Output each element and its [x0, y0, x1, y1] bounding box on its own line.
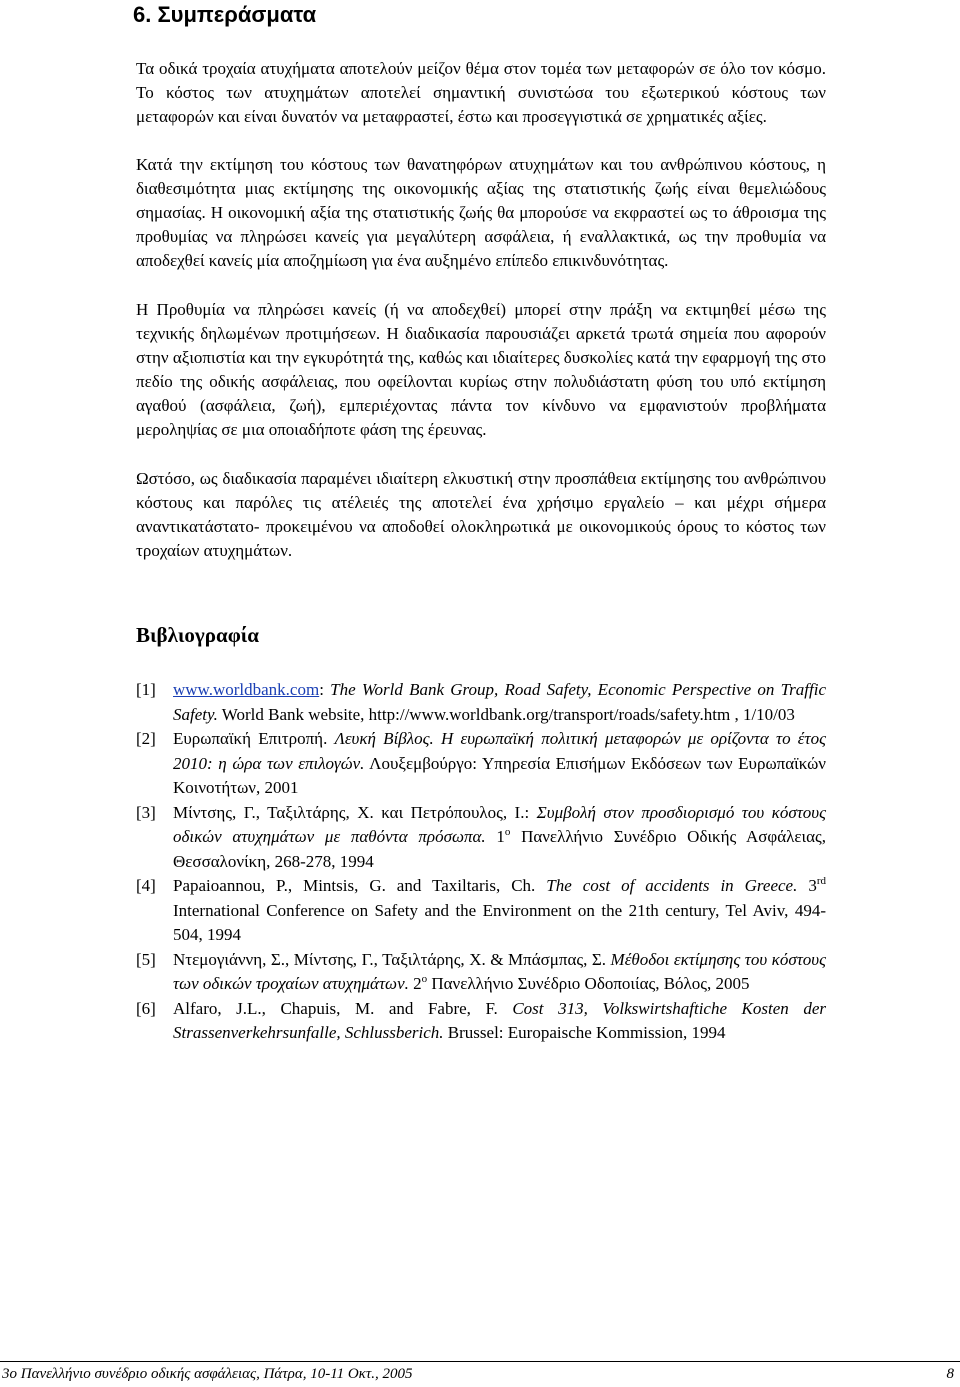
bibliography-heading: Βιβλιογραφία: [136, 623, 260, 647]
reference-authors: Μίντσης, Γ., Ταξιλτάρης, Χ. και Πετρόπουλος, Ι.:: [173, 802, 537, 822]
reference-title: Συμβολή στον προσδιορισμό του κόστους οδικών ατυχημάτων με παθόντα πρόσωπα.: [173, 802, 826, 846]
reference-authors: Ντεμογιάννη, Σ., Μίντσης, Γ., Ταξιλτάρης, Χ. & Μπάσμπας, Σ.: [173, 949, 611, 969]
worldbank-link[interactable]: www.worldbank.com: [173, 680, 320, 699]
paragraph-3: Η Προθυμία να πληρώσει κανείς (ή να αποδεχθεί) μπορεί στην πράξη να εκτιμηθεί μέσω της τεχνικής δηλωμένων προτιμήσεων. Η διαδικασία παρουσιάζει αρκετά τρωτά σημεία που αφορούν στην αξιοπιστία και την εγκυρότητά της, καθώς και ιδιαίτερες δυσκολίες κατά την εφαρμογή της στο πεδίο της οδικής ασφάλειας, που οφείλονται κυρίως στην πολυδιάστατη φύση του υπό εκτίμηση αγαθού (ασφάλεια, ζωή), εμπεριέχοντας πάντα τον κίνδυνο να εμφανιστούν προβλήματα μεροληψίας σε μια οποιαδήποτε φάση της έρευνας.: [136, 300, 826, 439]
reference-number: [6]: [136, 998, 156, 1018]
reference-details: Πανελλήνιο Συνέδριο Οδοποιίας, Βόλος, 2005: [427, 974, 750, 993]
reference-authors: Papaioannou, P., Mintsis, G. and Taxiltaris, Ch.: [173, 876, 547, 895]
reference-title: The World Bank Group, Road Safety, Economic Perspective on Traffic Safety.: [173, 680, 826, 724]
reference-ordinal: 3: [797, 876, 817, 895]
page-number: 8: [946, 1366, 954, 1382]
reference-ordinal: 2: [408, 974, 422, 993]
reference-item: [136, 997, 826, 1046]
reference-details: Brussel: Europaische Kommission, 1994: [443, 1023, 726, 1042]
reference-title: Cost 313, Volkswirtshaftiche Kosten der Strassenverkehrsunfalle, Schlussberich.: [173, 998, 826, 1042]
reference-item: [136, 948, 826, 997]
paragraph-2: Κατά την εκτίμηση του κόστους των θανατηφόρων ατυχημάτων και του ανθρώπινου κόστους, η διαθεσιμότητα μιας εκτίμησης της οικονομικής αξίας της στατιστικής ζωής είναι θεμελιώδους σημασίας. Η οικονομική αξία της στατιστικής ζωής θα μπορούσε να εκφραστεί ως το άθροισμα της προθυμίας να πληρώσει κανείς για μεγαλύτερη ασφάλεια, ή εναλλακτικά, ως την προθυμία να αποδεχθεί κανείς μία αποζημίωση για ένα αυξημένο επίπεδο επικινδυνότητας.: [136, 155, 826, 270]
reference-authors: Ευρωπαϊκή Επιτροπή.: [173, 729, 335, 748]
reference-item: [136, 727, 826, 801]
reference-title: Μέθοδοι εκτίμησης του κόστους των οδικών τροχαίων ατυχημάτων.: [173, 949, 826, 993]
reference-number: [5]: [136, 949, 156, 969]
reference-number: [4]: [136, 876, 156, 895]
paragraph-1: Τα οδικά τροχαία ατυχήματα αποτελούν μείζον θέμα στον τομέα των μεταφορών σε όλο τον κόσμο. Το κόστος των ατυχημάτων αποτελεί σημαντική συνιστώσα του εξωτερικού κόστους των μεταφορών και είναι δυνατόν να μεταφραστεί, έστω και προσεγγιστικά σε χρηματικές αξίες.: [136, 59, 826, 126]
reference-details: World Bank website, http://www.worldbank.org/transport/roads/safety.htm , 1/10/03: [217, 704, 795, 724]
reference-title: The cost of accidents in Greece.: [546, 876, 798, 895]
reference-number: [2]: [136, 729, 156, 748]
reference-list: [136, 678, 826, 1046]
paragraph-4: Ωστόσο, ως διαδικασία παραμένει ιδιαίτερη ελκυστική στην προσπάθεια εκτίμησης του ανθρώπινου κόστους και παρόλες τις ατέλειές της αποτελεί ένα χρήσιμο εργαλείο – και μέχρι σήμερα αναντικατάστατο- προκειμένου να αποδοθεί ολοκληρωτικά με οικονομικούς όρους το κόστος των τροχαίων ατυχημάτων.: [136, 469, 826, 560]
footer-conference: 3ο Πανελλήνιο συνέδριο οδικής ασφάλειας, Πάτρα, 10-11 Οκτ., 2005: [2, 1366, 413, 1382]
reference-item: [136, 874, 826, 948]
ordinal-suffix: ο: [504, 826, 511, 838]
reference-details: Πανελλήνιο Συνέδριο Οδικής Ασφάλειας, Θεσσαλονίκη, 268-278, 1994: [173, 827, 826, 871]
ordinal-suffix: ο: [421, 973, 428, 985]
reference-item: [136, 801, 826, 875]
reference-details: Λουξεμβούργο: Υπηρεσία Επισήμων Εκδόσεων των Ευρωπαϊκών Κοινοτήτων, 2001: [173, 753, 826, 797]
reference-authors: Alfaro, J.L., Chapuis, M. and Fabre, F.: [173, 998, 513, 1018]
ordinal-suffix: rd: [816, 875, 826, 887]
reference-title: Λευκή Βίβλος. Η ευρωπαϊκή πολιτική μεταφορών με ορίζοντα το έτος 2010: η ώρα των επιλογών.: [173, 729, 826, 773]
reference-number: [3]: [136, 802, 156, 822]
reference-item: [1] www.worldbank.com: The World Bank Group, Road Safety, Economic Perspective on Traffic Safety. World Bank website, http://www.worldbank.org/transport/roads/safety.htm , 1/10/03: [136, 680, 826, 724]
section-heading: 6. Συμπεράσματα: [133, 2, 317, 27]
reference-details: International Conference on Safety and the Environment on the 21th century, Tel Aviv, 494-504, 1994: [173, 900, 826, 944]
reference-number: [1]: [136, 680, 156, 699]
footer-divider: [0, 1361, 960, 1362]
reference-ordinal: 1: [485, 827, 505, 846]
